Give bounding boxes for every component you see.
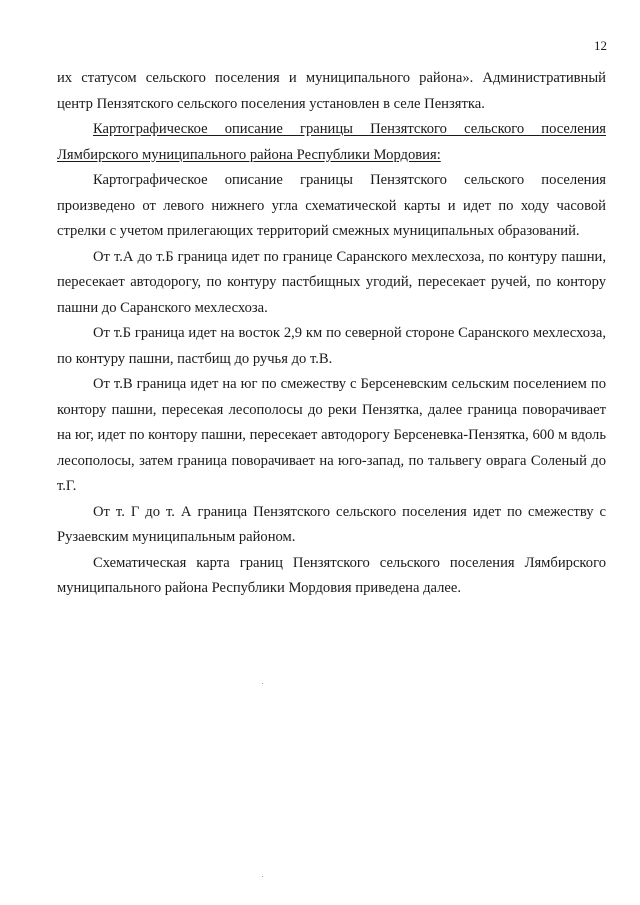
- document-body: [57, 66, 606, 602]
- paragraph-map-reference: Схематическая карта границ Пензятского сельского поселения Лямбирского муниципального района Республики Мордовия приведена далее.: [57, 554, 606, 596]
- paragraph-segment-b-v: От т.Б граница идет на восток 2,9 км по северной стороне Саранского мехлесхоза, по контуру пашни, пастбищ до ручья до т.В.: [57, 325, 606, 367]
- page-number: 12: [594, 38, 607, 53]
- paragraph-segment-v-g: От т.В граница идет на юг по смежеству с Берсеневским сельским поселением по контору пашни, пересекая лесополосы до реки Пензятка, далее граница поворачивает на юг, идет по контору пашни, пересекает автодорогу Берсеневка-Пензятка, 600 м вдоль лесополосы, затем граница поворачивает на юго-запад, по тальвегу оврага Соленый до т.Г.: [57, 376, 606, 494]
- paragraph-intro-continuation: их статусом сельского поселения и муниципального района». Административный центр Пензятского сельского поселения установлен в селе Пензятка.: [57, 70, 606, 112]
- scan-speck: [262, 876, 263, 877]
- section-heading: Картографическое описание границы Пензятского сельского поселения Лямбирского муниципального района Республики Мордовия:: [57, 121, 606, 163]
- paragraph-segment-a-b: От т.А до т.Б граница идет по границе Саранского мехлесхоза, по контуру пашни, пересекает автодорогу, по контуру пастбищных угодий, пересекает ручей, по контору пашни до Саранского мехлесхоза.: [57, 248, 606, 316]
- paragraph-segment-g-a: От т. Г до т. А граница Пензятского сельского поселения идет по смежеству с Рузаевским муниципальным районом.: [57, 503, 606, 545]
- paragraph-description: Картографическое описание границы Пензятского сельского поселения произведено от левого нижнего угла схематической карты и идет по ходу часовой стрелки с учетом прилегающих территорий смежных муниципальных образований.: [57, 172, 606, 239]
- scan-speck: [262, 683, 263, 684]
